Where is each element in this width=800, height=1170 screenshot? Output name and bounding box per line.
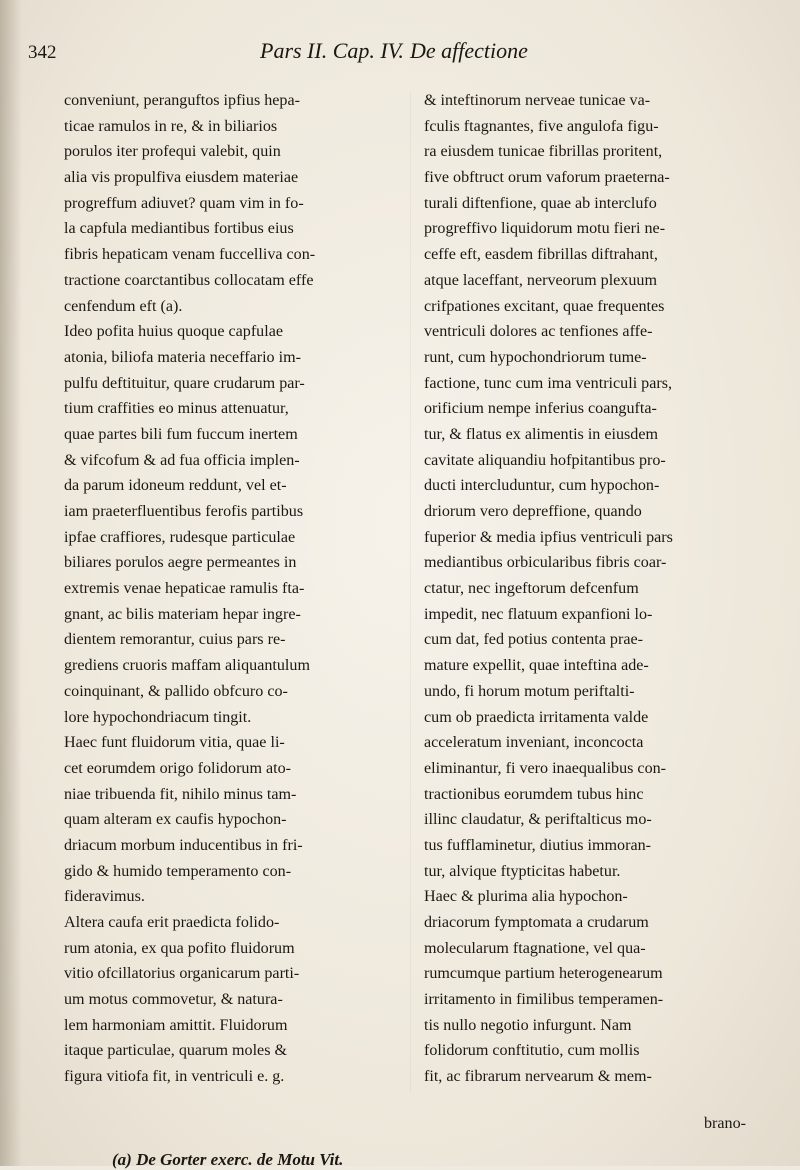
text-line: cum dat, fed potius contenta prae- xyxy=(424,631,643,649)
text-line: progreffivo liquidorum motu fieri ne- xyxy=(424,220,666,238)
text-line: pulfu deftituitur, quare crudarum par- xyxy=(64,374,305,392)
text-line: factione, tunc cum ima ventriculi pars, xyxy=(424,374,673,392)
running-head-left: Pars II. Cap. IV. xyxy=(260,38,404,63)
right-text-column xyxy=(424,88,758,1090)
text-line: orificium nempe inferius coangufta- xyxy=(424,400,657,418)
text-line: ventriculi dolores ac tenfiones affe- xyxy=(424,323,653,341)
text-line: da parum idoneum reddunt, vel et- xyxy=(64,477,287,495)
text-line: crifpationes excitant, quae frequentes xyxy=(424,297,665,315)
text-line: atque laceffant, nerveorum plexuum xyxy=(424,271,657,289)
catchword: brano- xyxy=(704,1115,747,1132)
text-line: Altera caufa erit praedicta folido- xyxy=(64,914,280,931)
text-line: ducti intercluduntur, cum hypochon- xyxy=(424,477,660,495)
text-line: ipfae craffiores, rudesque particulae xyxy=(64,528,296,546)
text-line: ra eiusdem tunicae fibrillas proritent, xyxy=(424,143,663,161)
text-line: quae partes bili fum fuccum inertem xyxy=(64,425,298,443)
text-line: biliares porulos aegre permeantes in xyxy=(64,554,297,572)
text-line: cavitate aliquandiu hofpitantibus pro- xyxy=(424,451,666,469)
text-line: rum atonia, ex qua pofito fluidorum xyxy=(64,939,295,957)
text-line: dientem remorantur, cuius pars re- xyxy=(64,631,286,649)
text-line: cum ob praedicta irritamenta valde xyxy=(424,708,649,726)
text-line: vitio ofcillatorius organicarum parti- xyxy=(64,965,300,983)
page-number: 342 xyxy=(28,42,57,63)
text-line: five obftruct orum vaforum praeterna- xyxy=(424,169,670,187)
text-line: figura vitiofa fit, in ventriculi e. g. xyxy=(64,1068,285,1086)
text-line: acceleratum inveniant, inconcocta xyxy=(424,734,644,752)
text-line: driorum vero depreffione, quando xyxy=(424,503,642,520)
text-line: porulos iter profequi valebit, quin xyxy=(64,143,281,161)
text-line: quam alteram ex caufis hypochon- xyxy=(64,811,287,829)
text-line: cenfendum eft (a). xyxy=(64,297,183,315)
text-line: driacum morbum inducentibus in fri- xyxy=(64,836,303,854)
text-line: tractione coarctantibus collocatam effe xyxy=(64,271,314,289)
text-line: grediens cruoris maffam aliquantulum xyxy=(64,657,310,675)
text-line: & vifcofum & ad fua officia implen- xyxy=(64,451,300,469)
text-line: extremis venae hepaticae ramulis fta- xyxy=(64,580,305,598)
text-line: um motus commovetur, & natura- xyxy=(64,991,283,1009)
text-line: niae tribuenda fit, nihilo minus tam- xyxy=(64,785,297,803)
text-line: Haec funt fluidorum vitia, quae li- xyxy=(64,734,285,752)
text-line: tis nullo negotio infurgunt. Nam xyxy=(424,1016,632,1034)
text-line: impedit, nec flatuum expanfioni lo- xyxy=(424,605,653,623)
text-line: molecularum ftagnatione, vel qua- xyxy=(424,939,646,957)
text-line: mature expellit, quae inteftina ade- xyxy=(424,657,649,675)
text-line: ticae ramulos in re, & in biliarios xyxy=(64,117,278,135)
text-line: cet eorumdem origo folidorum ato- xyxy=(64,759,292,777)
running-header xyxy=(28,38,770,68)
text-line: irritamento in fimilibus temperamen- xyxy=(424,991,664,1009)
text-line: driacorum fymptomata a crudarum xyxy=(424,914,649,931)
text-line: fculis ftagnantes, five angulofa figu- xyxy=(424,117,659,135)
text-line: atonia, biliofa materia neceffario im- xyxy=(64,348,301,366)
text-line: gnant, ac bilis materiam hepar ingre- xyxy=(64,605,301,623)
text-line: fideravimus. xyxy=(64,888,145,906)
text-line: Ideo pofita huius quoque capfulae xyxy=(64,323,283,341)
text-line: runt, cum hypochondriorum tume- xyxy=(424,348,647,366)
text-line: fit, ac fibrarum nervearum & mem- xyxy=(424,1068,652,1086)
text-line: lem harmoniam amittit. Fluidorum xyxy=(64,1016,288,1034)
text-line: coinquinant, & pallido obfcuro co- xyxy=(64,682,288,700)
page-gutter-shadow xyxy=(0,0,22,1166)
text-line: eliminantur, fi vero inaequalibus con- xyxy=(424,759,667,777)
text-line: gido & humido temperamento con- xyxy=(64,862,292,880)
text-line: fibris hepaticam venam fuccelliva con- xyxy=(64,246,316,264)
text-line: tractionibus eorumdem tubus hinc xyxy=(424,785,644,803)
text-line: undo, fi horum motum periftalti- xyxy=(424,682,635,700)
text-line: progreffum adiuvet? quam vim in fo- xyxy=(64,194,304,212)
text-line: & inteftinorum nerveae tunicae va- xyxy=(424,92,651,109)
text-line: mediantibus orbicularibus fibris coar- xyxy=(424,554,667,572)
text-line: rumcumque partium heterogenearum xyxy=(424,965,663,983)
text-line: tus fufflaminetur, diutius immoran- xyxy=(424,836,652,854)
left-text-column xyxy=(64,88,398,1090)
text-line: lore hypochondriacum tingit. xyxy=(64,708,252,726)
text-line: tium craffities eo minus attenuatur, xyxy=(64,400,289,418)
text-line: folidorum conftitutio, cum mollis xyxy=(424,1042,640,1060)
text-line: Haec & plurima alia hypochon- xyxy=(424,888,628,906)
text-line: tur, & flatus ex alimentis in eiusdem xyxy=(424,425,659,443)
running-head-right: De affectione xyxy=(410,38,528,63)
text-line: ctatur, nec ingeftorum defcenfum xyxy=(424,580,639,598)
text-line: itaque particulae, quarum moles & xyxy=(64,1042,288,1060)
text-line: turali diftenfione, quae ab interclufo xyxy=(424,194,657,212)
text-line: la capfula mediantibus fortibus eius xyxy=(64,220,294,238)
footnote: (a) De Gorter exerc. de Motu Vit. xyxy=(112,1150,344,1169)
text-line: fuperior & media ipfius ventriculi pars xyxy=(424,528,673,546)
text-line: iam praeterfluentibus ferofis partibus xyxy=(64,503,304,520)
text-line: tur, alvique ftypticitas habetur. xyxy=(424,862,621,880)
column-gap xyxy=(410,92,411,1092)
text-line: conveniunt, peranguftos ipfius hepa- xyxy=(64,92,300,109)
text-line: alia vis propulfiva eiusdem materiae xyxy=(64,169,299,187)
text-line: ceffe eft, easdem fibrillas diftrahant, xyxy=(424,246,658,264)
text-line: illinc claudatur, & periftalticus mo- xyxy=(424,811,652,829)
